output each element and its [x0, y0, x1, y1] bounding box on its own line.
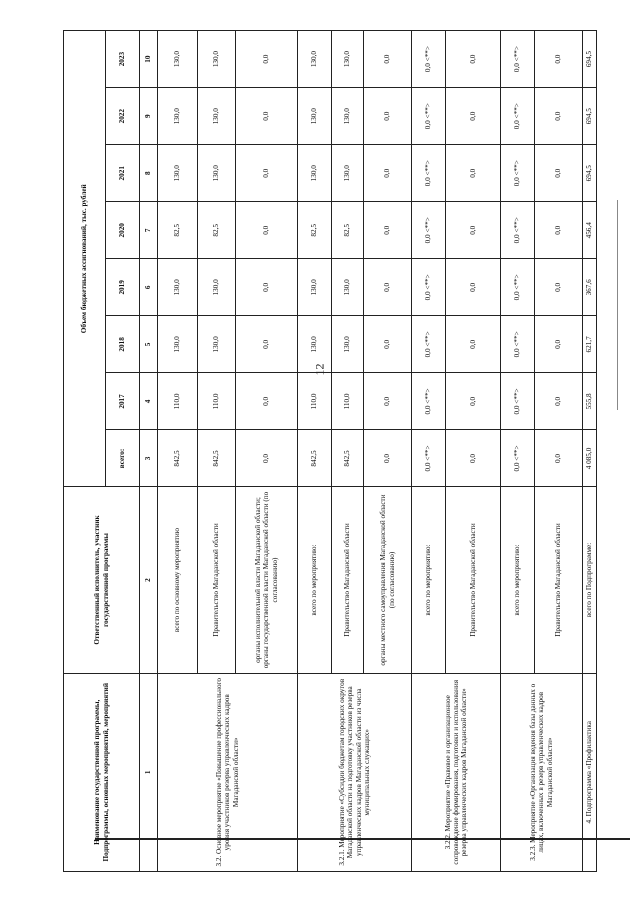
- responsible-cell: Правительство Магаданской области: [446, 487, 501, 673]
- responsible-cell: всего по основному мероприятию: [158, 487, 198, 673]
- year-value-cell: 0,0 <**>: [412, 316, 446, 373]
- total-value-cell: 0,0: [364, 430, 412, 487]
- year-value-cell: 0,0 <**>: [501, 202, 535, 259]
- total-value-cell: 0,0: [446, 430, 501, 487]
- year-value-cell: 0,0: [236, 316, 298, 373]
- responsible-cell: всего по Подпрограмме:: [583, 487, 597, 673]
- year-value-cell: 130,0: [198, 31, 236, 88]
- total-value-cell: 4 085,0: [583, 430, 597, 487]
- year-value-cell: 110,0: [198, 373, 236, 430]
- year-value-cell: 694,5: [583, 31, 597, 88]
- year-value-cell: 130,0: [298, 145, 332, 202]
- header-total: всего:: [106, 430, 140, 487]
- section-name: 3.2.2. Мероприятие «Правовое и организационное сопровождение формирования, подготовки и использования резерва управленческих кадров Магаданской области»: [412, 673, 501, 871]
- responsible-cell: Правительство Магаданской области: [198, 487, 236, 673]
- column-number: 4: [140, 373, 158, 430]
- header-responsible: Ответственный исполнитель, участник государственной программы: [64, 487, 140, 673]
- year-value-cell: 0,0: [535, 316, 583, 373]
- responsible-cell: всего по мероприятию:: [501, 487, 535, 673]
- total-value-cell: 842,5: [332, 430, 364, 487]
- year-value-cell: 82,5: [198, 202, 236, 259]
- year-value-cell: 130,0: [198, 145, 236, 202]
- year-value-cell: 130,0: [298, 88, 332, 145]
- total-value-cell: 0,0 <**>: [501, 430, 535, 487]
- rotated-table-wrapper: [63, 30, 594, 872]
- year-value-cell: 130,0: [332, 31, 364, 88]
- year-value-cell: 130,0: [158, 31, 198, 88]
- year-value-cell: 555,8: [583, 373, 597, 430]
- year-value-cell: 0,0: [364, 259, 412, 316]
- year-value-cell: 130,0: [298, 31, 332, 88]
- year-value-cell: 130,0: [332, 88, 364, 145]
- header-year: 2021: [106, 145, 140, 202]
- year-value-cell: 0,0: [535, 373, 583, 430]
- total-value-cell: 0,0: [535, 430, 583, 487]
- column-number: 2: [140, 487, 158, 673]
- year-value-cell: 0,0: [446, 259, 501, 316]
- year-value-cell: 130,0: [198, 88, 236, 145]
- header-name: Наименование государственной программы, Подпрограммы, основных мероприятий, мероприятий: [64, 673, 140, 871]
- header-volume: Объем бюджетных ассигнований, тыс. рублей: [64, 31, 106, 488]
- year-value-cell: 0,0 <**>: [412, 373, 446, 430]
- year-value-cell: 130,0: [198, 316, 236, 373]
- year-value-cell: 0,0: [364, 202, 412, 259]
- column-number: 1: [140, 673, 158, 871]
- year-value-cell: 0,0: [446, 88, 501, 145]
- year-value-cell: 130,0: [332, 316, 364, 373]
- year-value-cell: 0,0: [446, 145, 501, 202]
- year-value-cell: 0,0: [364, 373, 412, 430]
- year-value-cell: 130,0: [332, 145, 364, 202]
- header-year: 2020: [106, 202, 140, 259]
- column-number: 9: [140, 88, 158, 145]
- table-row: [298, 31, 332, 872]
- section-name: 4. Подпрограмма «Профилактика: [583, 673, 597, 871]
- year-value-cell: 0,0 <**>: [412, 31, 446, 88]
- year-value-cell: 82,5: [158, 202, 198, 259]
- section-name: 3.2.3. Мероприятие «Организация ведения базы данных о лицах, включенных в резерв управленческих кадров Магаданской области»: [501, 673, 583, 871]
- year-value-cell: 0,0: [236, 145, 298, 202]
- header-year: 2023: [106, 31, 140, 88]
- year-value-cell: 694,5: [583, 88, 597, 145]
- year-value-cell: 0,0: [364, 31, 412, 88]
- header-year: 2022: [106, 88, 140, 145]
- year-value-cell: 0,0: [364, 316, 412, 373]
- header-year: 2017: [106, 373, 140, 430]
- year-value-cell: 0,0 <**>: [412, 145, 446, 202]
- year-value-cell: 130,0: [158, 88, 198, 145]
- year-value-cell: 0,0 <**>: [501, 259, 535, 316]
- header-year: 2018: [106, 316, 140, 373]
- budget-table: [63, 30, 597, 872]
- year-value-cell: 0,0: [535, 145, 583, 202]
- column-number: 10: [140, 31, 158, 88]
- header-year: 2019: [106, 259, 140, 316]
- column-number: 7: [140, 202, 158, 259]
- year-value-cell: 130,0: [198, 259, 236, 316]
- year-value-cell: 0,0: [535, 202, 583, 259]
- year-value-cell: 130,0: [158, 259, 198, 316]
- year-value-cell: 82,5: [332, 202, 364, 259]
- year-value-cell: 0,0: [535, 259, 583, 316]
- total-value-cell: 842,5: [158, 430, 198, 487]
- year-value-cell: 0,0 <**>: [501, 145, 535, 202]
- year-value-cell: 621,7: [583, 316, 597, 373]
- year-value-cell: 110,0: [332, 373, 364, 430]
- total-value-cell: 0,0 <**>: [412, 430, 446, 487]
- year-value-cell: 82,5: [298, 202, 332, 259]
- responsible-cell: Правительство Магаданской области: [332, 487, 364, 673]
- column-number: 8: [140, 145, 158, 202]
- table-row: [583, 31, 597, 872]
- year-value-cell: 0,0 <**>: [501, 316, 535, 373]
- table-row: [501, 31, 535, 872]
- section-name: 3.2.1. Мероприятие «Субсидии бюджетам городских округов Магаданской области на подготовку участников резерва управленческих кадров Магаданской области из числа муниципальных служащих»: [298, 673, 412, 871]
- year-value-cell: 0,0: [446, 316, 501, 373]
- year-value-cell: 130,0: [298, 316, 332, 373]
- table-row: [158, 31, 198, 872]
- year-value-cell: 0,0 <**>: [501, 31, 535, 88]
- column-number: 3: [140, 430, 158, 487]
- year-value-cell: 0,0 <**>: [412, 202, 446, 259]
- total-value-cell: 842,5: [298, 430, 332, 487]
- table-row: [412, 31, 446, 872]
- year-value-cell: 110,0: [158, 373, 198, 430]
- year-value-cell: 0,0: [236, 202, 298, 259]
- page-number: 12: [312, 363, 327, 376]
- year-value-cell: 694,5: [583, 145, 597, 202]
- year-value-cell: 367,6: [583, 259, 597, 316]
- year-value-cell: 0,0: [364, 88, 412, 145]
- year-value-cell: 456,4: [583, 202, 597, 259]
- year-value-cell: 0,0: [446, 202, 501, 259]
- responsible-cell: всего по мероприятию:: [412, 487, 446, 673]
- year-value-cell: 0,0: [535, 31, 583, 88]
- total-value-cell: 842,5: [198, 430, 236, 487]
- responsible-cell: органы исполнительной власти Магаданской области; органы государственной власти Магаданской области (по согласованию): [236, 487, 298, 673]
- year-value-cell: 0,0: [236, 373, 298, 430]
- year-value-cell: 0,0 <**>: [501, 373, 535, 430]
- vertical-rule: [617, 200, 618, 410]
- responsible-cell: органы местного самоуправления Магаданской области (по согласованию): [364, 487, 412, 673]
- year-value-cell: 0,0 <**>: [412, 88, 446, 145]
- year-value-cell: 0,0: [446, 31, 501, 88]
- year-value-cell: 0,0: [364, 145, 412, 202]
- responsible-cell: всего по мероприятию:: [298, 487, 332, 673]
- section-name: 3.2. Основное мероприятие «Повышение профессионального уровня участников резерва управленческих кадров Магаданской области»: [158, 673, 298, 871]
- year-value-cell: 0,0: [236, 259, 298, 316]
- year-value-cell: 0,0: [446, 373, 501, 430]
- total-value-cell: 0,0: [236, 430, 298, 487]
- year-value-cell: 0,0: [535, 88, 583, 145]
- year-value-cell: 0,0: [236, 31, 298, 88]
- table-body: [158, 31, 597, 872]
- year-value-cell: 0,0: [236, 88, 298, 145]
- year-value-cell: 0,0 <**>: [412, 259, 446, 316]
- year-value-cell: 130,0: [298, 259, 332, 316]
- year-value-cell: 130,0: [158, 145, 198, 202]
- column-number: 5: [140, 316, 158, 373]
- year-value-cell: 0,0 <**>: [501, 88, 535, 145]
- year-value-cell: 130,0: [332, 259, 364, 316]
- year-value-cell: 130,0: [158, 316, 198, 373]
- responsible-cell: Правительство Магаданской области: [535, 487, 583, 673]
- column-number: 6: [140, 259, 158, 316]
- year-value-cell: 110,0: [298, 373, 332, 430]
